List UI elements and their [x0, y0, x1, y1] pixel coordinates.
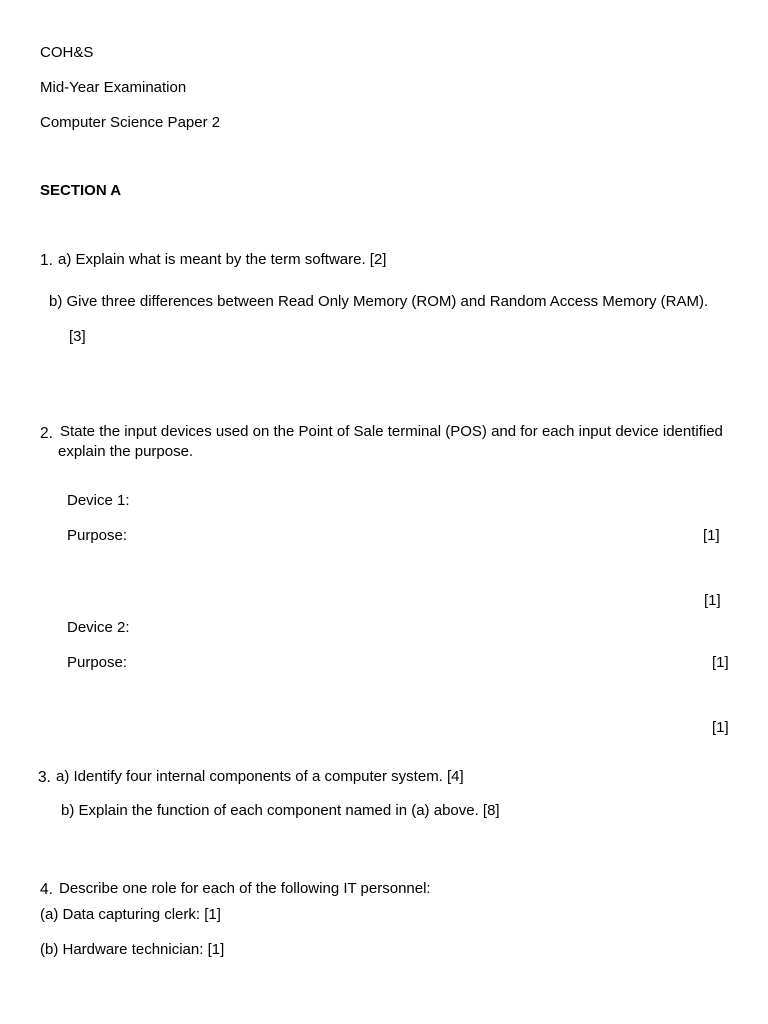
question-3-number: 3.	[38, 769, 51, 786]
mark-3: [1]	[712, 654, 729, 671]
purpose-2-label: Purpose:	[67, 654, 128, 671]
question-4b-text: (b) Hardware technician: [1]	[40, 941, 225, 958]
exam-title: Mid-Year Examination	[40, 79, 187, 96]
question-4-text: Describe one role for each of the following IT personnel:	[59, 880, 431, 897]
purpose-1-label: Purpose:	[67, 527, 128, 544]
question-4a-text: (a) Data capturing clerk: [1]	[40, 906, 221, 923]
question-3a-text: a) Identify four internal components of a computer system. [4]	[56, 768, 464, 785]
section-title: SECTION A	[40, 182, 122, 199]
question-2-text-line1: State the input devices used on the Point of Sale terminal (POS) and for each input device identified	[60, 423, 723, 440]
device-2-label: Device 2:	[67, 619, 130, 636]
question-1-number: 1.	[40, 252, 53, 269]
question-1a-text: a) Explain what is meant by the term software. [2]	[58, 251, 387, 268]
question-3b-text: b) Explain the function of each component named in (a) above. [8]	[61, 802, 500, 819]
device-1-label: Device 1:	[67, 492, 130, 509]
question-4-number: 4.	[40, 881, 53, 898]
institution-name: COH&S	[40, 44, 94, 61]
mark-1: [1]	[703, 527, 720, 544]
question-2-number: 2.	[40, 425, 53, 442]
question-1b-text: b) Give three differences between Read Only Memory (ROM) and Random Access Memory (RAM).	[49, 293, 709, 310]
question-2-text-line2: explain the purpose.	[58, 443, 194, 460]
mark-2: [1]	[704, 592, 721, 609]
question-1b-marks: [3]	[69, 328, 86, 345]
paper-title: Computer Science Paper 2	[40, 114, 221, 131]
mark-4: [1]	[712, 719, 729, 736]
